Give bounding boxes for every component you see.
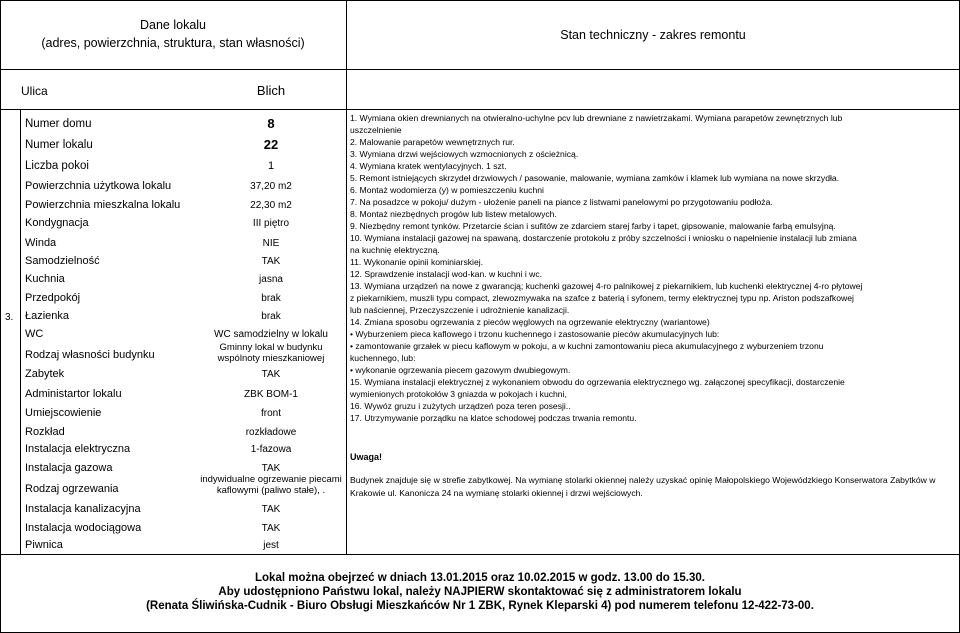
field-label-piwnica: Piwnica (25, 539, 63, 551)
scope-line: 1. Wymiana okien drewnianych na otwieralno-uchylne pcv lub drewniane z nawietrzakami. Wymiana parapetów zewnętrznych lub (350, 113, 843, 123)
note-text: Budynek znajduje się w strefie zabytkowej. Na wymianę stolarki okiennej należy uzyskać opinię Małopolskiego Wojewódzkiego Konserwatora Zabytków w Krakowie ul. Kanonicza 24 na wymianę stolarki okiennej i drzwi wejściowych. (350, 475, 936, 498)
field-value-rodzaj-wlasnosci: Gminny lokal w budynku wspólnoty mieszkaniowej (217, 342, 325, 364)
field-value-powierzchnia-mieszkalna: 22,30 m2 (250, 200, 292, 211)
scope-line: 2. Malowanie parapetów wewnętrznych rur. (350, 137, 515, 147)
field-label-wc: WC (25, 328, 44, 340)
field-label-instalacja-elektryczna: Instalacja elektryczna (25, 443, 131, 455)
field-value-samodzielnosc: TAK (261, 256, 281, 267)
field-value-instalacja-gazowa: TAK (261, 463, 281, 474)
field-label-zabytek: Zabytek (25, 368, 65, 380)
scope-line: na kuchnię elektryczną. (350, 245, 440, 255)
scope-line: 12. Sprawdzenie instalacji wod-kan. w kuchni i wc. (350, 269, 543, 279)
field-value-piwnica: jest (263, 540, 279, 551)
street-label: Ulica (21, 84, 48, 98)
scope-line: 5. Remont istniejących skrzydeł drzwiowych / pasowanie, malowanie, wymiana zamków i klamek lub wymiana na nowe skrzydła. (350, 173, 840, 183)
field-label-numer-lokalu: Numer lokalu (25, 139, 93, 151)
field-label-administrator: Administartor lokalu (25, 388, 122, 400)
field-label-powierzchnia-uzytkowa: Powierzchnia użytkowa lokalu (25, 180, 172, 192)
field-value-instalacja-kanalizacyjna: TAK (261, 504, 281, 515)
field-label-umiejscowienie: Umiejscowienie (25, 407, 102, 419)
header-bottom-line (0, 69, 960, 70)
footer-line-viewing-dates: Lokal można obejrzeć w dniach 13.01.2015 oraz 10.02.2015 w godz. 13.00 do 15.30. (255, 572, 705, 584)
field-value-liczba-pokoi: 1 (267, 160, 275, 172)
row-number: 3. (5, 312, 14, 323)
scope-line: uszczelnienie (350, 125, 402, 135)
field-label-samodzielnosc: Samodzielność (25, 255, 100, 267)
field-value-wc: WC samodzielny w lokalu (214, 329, 328, 340)
header-left-subtitle: (adres, powierzchnia, struktura, stan własności) (41, 36, 305, 50)
column-divider-number (20, 109, 21, 554)
scope-line: 4. Wymiana kratek wentylacyjnych. 1 szt. (350, 161, 507, 171)
field-value-instalacja-wodociagowa: TAK (261, 523, 281, 534)
scope-line: 7. Na posadzce w pokoju/ dużym - ułożenie paneli na piance z listwami panelowymi po przygotowaniu podłoża. (350, 197, 773, 207)
border-left (0, 0, 1, 633)
scope-line: 3. Wymiana drzwi wejściowych wzmocnionych z ościeżnicą. (350, 149, 579, 159)
scope-line: 11. Wykonanie opinii kominiarskiej. (350, 257, 484, 267)
field-label-lazienka: Łazienka (25, 310, 70, 322)
field-label-numer-domu: Numer domu (25, 118, 92, 130)
scope-line: 6. Montaż wodomierza (y) w pomieszczeniu kuchni (350, 185, 544, 195)
scope-line: 9. Niezbędny remont tynków. Przetarcie ścian i sufitów ze zdarciem starej farby i tapet, gipsowanie, malowanie farbą emulsyjną. (350, 221, 836, 231)
table-bottom-line (0, 554, 960, 555)
footer-line-contact-note: Aby udostępniono Państwu lokal, należy NAJPIERW skontaktować się z administratorem lokalu (218, 586, 742, 598)
field-label-liczba-pokoi: Liczba pokoi (25, 160, 89, 172)
scope-line: 16. Wywóz gruzu i zużytych urządzeń poza teren posesji.. (350, 401, 571, 411)
field-label-kuchnia: Kuchnia (25, 273, 65, 285)
field-label-winda: Winda (25, 237, 57, 249)
scope-line: kuchennego, lub: (350, 353, 416, 363)
scope-line: • zamontowanie grzałek w piecu kaflowym w pokoju, a w kuchni zamontowaniu pieca akumulacyjnego z wyburzeniem trzonu (350, 341, 824, 351)
field-label-rodzaj-wlasnosci: Rodzaj własności budynku (25, 349, 155, 361)
field-label-rozklad: Rozkład (25, 426, 65, 438)
field-label-rodzaj-ogrzewania: Rodzaj ogrzewania (25, 483, 119, 495)
footer-line-contact-details: (Renata Śliwińska-Cudnik - Biuro Obsługi Mieszkańców Nr 1 ZBK, Rynek Kleparski 4) pod numerem telefonu 12-422-73-00. (146, 600, 814, 612)
field-value-numer-domu: 8 (267, 116, 275, 131)
field-label-instalacja-kanalizacyjna: Instalacja kanalizacyjna (25, 503, 141, 515)
field-label-powierzchnia-mieszkalna: Powierzchnia mieszkalna lokalu (25, 199, 181, 211)
scope-line: 8. Montaż niezbędnych progów lub listew metalowych. (350, 209, 557, 219)
header-left-title: Dane lokalu (139, 18, 206, 32)
field-label-przedpokoj: Przedpokój (25, 292, 81, 304)
scope-line: lub naściennej, Przeczyszczenie i udrożnienie kanalizacji. (350, 305, 570, 315)
field-label-instalacja-gazowa: Instalacja gazowa (25, 462, 113, 474)
field-label-instalacja-wodociagowa: Instalacja wodociągowa (25, 522, 142, 534)
field-value-kuchnia: jasna (259, 274, 283, 285)
scope-list (350, 112, 956, 424)
header-right-title: Stan techniczny - zakres remontu (560, 28, 746, 42)
scope-line: • wykonanie ogrzewania piecem gazowym dwubiegowym. (350, 365, 571, 375)
scope-line: 17. Utrzymywanie porządku na klatce schodowej podczas trwania remontu. (350, 413, 637, 423)
field-value-lazienka: brak (261, 311, 281, 322)
field-value-rodzaj-ogrzewania: indywidualne ogrzewanie piecami kaflowymi (paliwo stałe), . (200, 474, 342, 496)
field-value-winda: NIE (262, 238, 280, 249)
column-divider-main (346, 0, 347, 554)
field-value-numer-lokalu: 22 (263, 137, 279, 152)
field-value-administrator: ZBK BOM-1 (244, 389, 298, 400)
note-title: Uwaga! (350, 452, 383, 462)
field-value-rozklad: rozkładowe (245, 427, 297, 438)
field-value-powierzchnia-uzytkowa: 37,20 m2 (250, 181, 292, 192)
field-value-umiejscowienie: front (260, 408, 281, 419)
scope-line: 10. Wymiana instalacji gazowej na spawaną, dostarczenie protokołu z próby szczelności i wniosku o napełnienie instalacji lub zmiana (350, 233, 857, 243)
scope-line: z piekarnikiem, muszli typu compact, zlewozmywaka na szafce z baterią i syfonem, termy elektrycznej typu np. Ariston podszafkowej (350, 293, 854, 303)
border-top (0, 0, 960, 1)
scope-line: 15. Wymiana instalacji elektrycznej z wykonaniem obwodu do ogrzewania elektrycznego wg. załączonej specyfikacji, dostarczenie (350, 377, 845, 387)
scope-line: 14. Zmiana sposobu ogrzewania z pieców węglowych na ogrzewanie elektryczny (wariantowe) (350, 317, 710, 327)
scope-line: wymienionych protokołów 3 gniazda w pokojach i kuchni, (350, 389, 567, 399)
scope-line: • Wyburzeniem pieca kaflowego i trzonu kuchennego i zastosowanie pieców akumulacyjnych lub: (350, 329, 720, 339)
field-value-instalacja-elektryczna: 1-fazowa (250, 444, 292, 455)
field-value-kondygnacja: III piętro (252, 218, 290, 229)
street-row-line (0, 109, 960, 110)
field-label-kondygnacja: Kondygnacja (25, 217, 89, 229)
field-value-przedpokoj: brak (261, 293, 281, 304)
street-value: Blich (256, 83, 286, 98)
field-value-zabytek: TAK (261, 369, 281, 380)
scope-line: 13. Wymiana urządzeń na nowe z gwarancją; kuchenki gazowej 4-ro palnikowej z piekarnikiem, lub kuchenki elektrycznej 4-ro płytowej (350, 281, 863, 291)
